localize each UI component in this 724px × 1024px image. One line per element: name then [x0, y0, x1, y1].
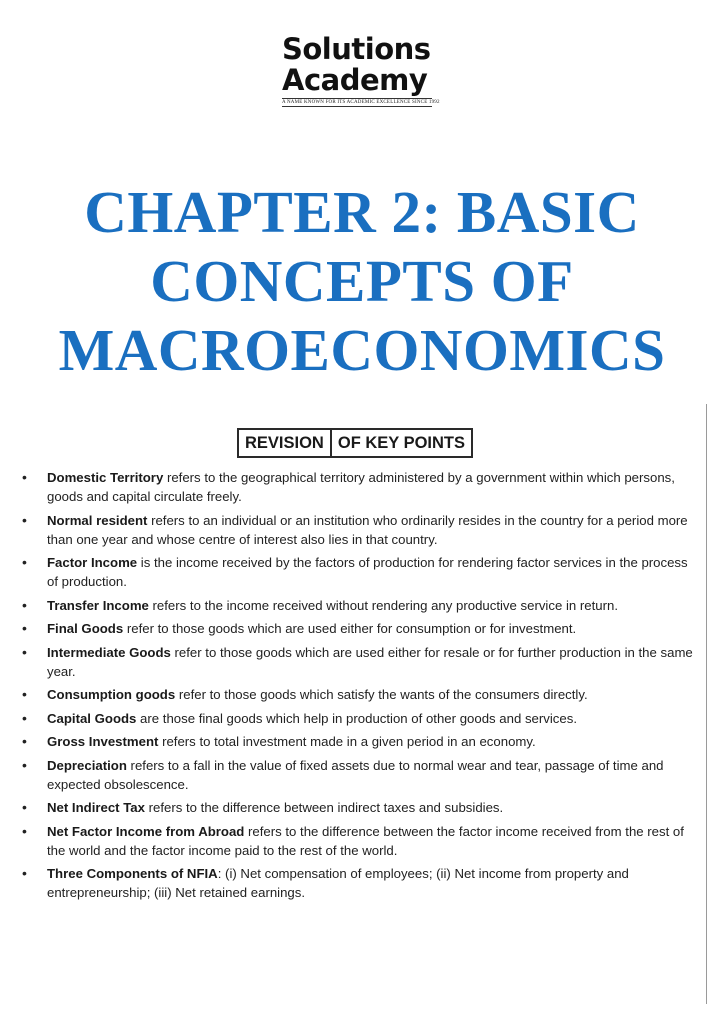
- key-point-text: refers to an individual or an institution who ordinarily resides in the country for a period more than one year and whose centre of interest also lies in that country.: [47, 512, 688, 547]
- bullet-icon: •: [22, 469, 27, 485]
- bullet-icon: •: [22, 511, 27, 528]
- logo-line-1: Solutions: [282, 32, 431, 66]
- bullet-icon: •: [22, 620, 27, 636]
- key-point-term: Capital Goods: [47, 710, 137, 726]
- bullet-icon: •: [22, 756, 27, 773]
- key-point-text: refer to those goods which are used either for consumption or for investment.: [123, 621, 577, 636]
- key-point: [20, 709, 700, 728]
- key-point-term: Gross Investment: [47, 734, 159, 749]
- key-point-term: Final Goods: [47, 621, 124, 636]
- key-point-text: refers to the difference between the factor income received from the rest of the world and the factor income paid to the rest of the world.: [47, 823, 684, 858]
- key-point-text: refers to the income received without rendering any productive service in return.: [148, 597, 618, 613]
- key-point-term: Transfer Income: [47, 597, 149, 613]
- key-point-text: refer to those goods which satisfy the wants of the consumers directly.: [175, 687, 588, 702]
- key-point-term: Factor Income: [47, 555, 138, 570]
- key-point: [20, 553, 700, 591]
- key-point: [20, 685, 700, 704]
- key-point: [20, 468, 700, 506]
- key-point: [20, 864, 700, 902]
- key-point: [20, 732, 700, 751]
- bullet-icon: •: [22, 799, 27, 815]
- key-point: [20, 619, 700, 638]
- bullet-icon: •: [22, 686, 27, 702]
- key-point: [20, 596, 700, 615]
- revision-header-right: OF KEY POINTS: [337, 434, 465, 452]
- revision-header-left: REVISION: [239, 430, 332, 456]
- key-point: [20, 511, 700, 549]
- bullet-icon: •: [22, 709, 27, 726]
- chapter-title-line-3: MACROECONOMICS: [58, 317, 666, 383]
- key-point: [20, 822, 700, 860]
- key-point-text: refers to the difference between indirect taxes and subsidies.: [144, 800, 504, 815]
- bullet-icon: •: [22, 596, 27, 613]
- key-point-text: is the income received by the factors of production for rendering factor services in the process of production.: [47, 555, 688, 589]
- key-point-text: refers to total investment made in a given period in an economy.: [158, 734, 536, 749]
- key-point-term: Net Factor Income from Abroad: [47, 823, 245, 839]
- key-point-text: : (i) Net compensation of employees; (ii) Net income from property and entrepreneurship; (iii) Net retained earnings.: [47, 866, 629, 900]
- revision-header-box: [237, 428, 473, 458]
- key-point-term: Consumption goods: [47, 687, 176, 702]
- key-point-term: Depreciation: [47, 757, 127, 773]
- key-point-text: are those final goods which help in production of other goods and services.: [136, 710, 577, 726]
- bullet-icon: •: [22, 554, 27, 570]
- key-point: [20, 798, 700, 817]
- key-point: [20, 756, 700, 794]
- key-point: [20, 643, 700, 681]
- key-points-list: [20, 468, 700, 907]
- bullet-icon: •: [22, 643, 27, 660]
- key-point-term: Normal resident: [47, 512, 148, 528]
- bullet-icon: •: [22, 733, 27, 749]
- key-point-text: refers to the geographical territory administered by a government within which persons, goods and capital circulate freely.: [47, 470, 675, 504]
- key-point-term: Net Indirect Tax: [47, 800, 145, 815]
- logo: [282, 34, 442, 107]
- logo-line-2: Academy: [282, 63, 428, 97]
- key-point-term: Intermediate Goods: [47, 644, 171, 660]
- key-point-text: refers to a fall in the value of fixed assets due to normal wear and tear, passage of time and expected obsolescence.: [47, 757, 664, 792]
- chapter-title-line-1: CHAPTER 2: BASIC: [84, 179, 640, 245]
- chapter-title-line-2: CONCEPTS OF: [150, 248, 574, 314]
- key-point-term: Domestic Territory: [47, 470, 164, 485]
- page-edge-divider: [706, 404, 707, 1004]
- chapter-title: [40, 178, 684, 385]
- bullet-icon: •: [22, 822, 27, 839]
- bullet-icon: •: [22, 865, 27, 881]
- key-point-text: refer to those goods which are used either for resale or for further production in the same year.: [47, 644, 693, 679]
- logo-tagline: A NAME KNOWN FOR ITS ACADEMIC EXCELLENCE SINCE 1992: [282, 100, 440, 105]
- key-point-term: Three Components of NFIA: [47, 866, 218, 881]
